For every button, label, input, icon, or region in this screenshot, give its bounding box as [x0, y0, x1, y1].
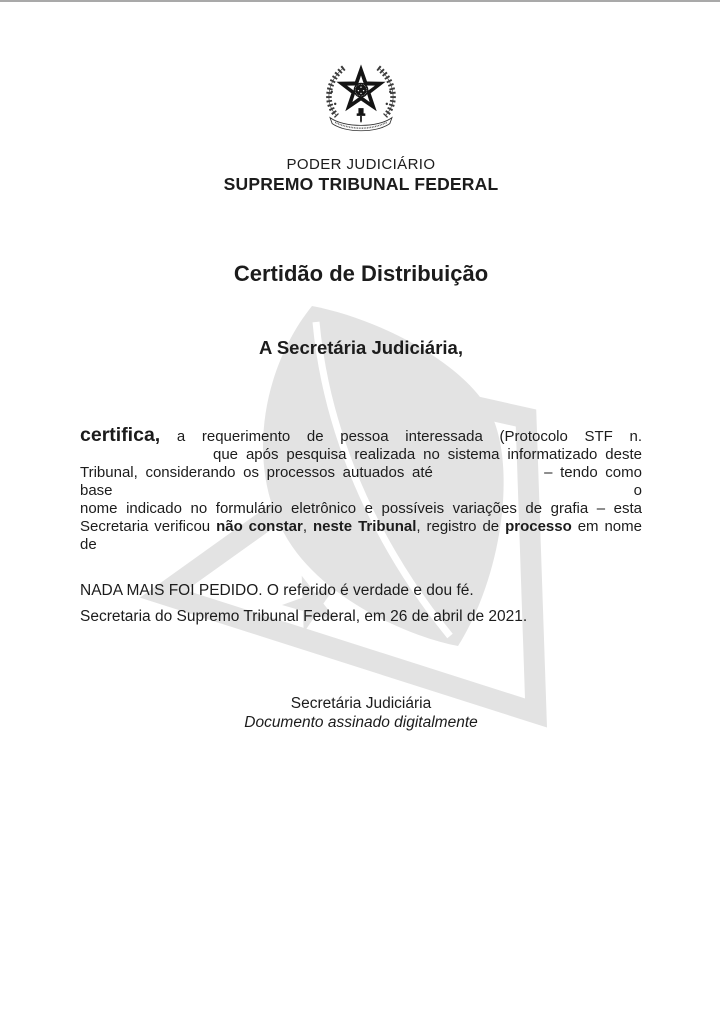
line5-seg: ,: [302, 518, 313, 535]
certify-word: certifica,: [80, 424, 161, 446]
paragraph-line-3: [80, 464, 642, 500]
issuing-office-date-line: Secretaria do Supremo Tribunal Federal, em 26 de abril de 2021.: [80, 608, 528, 625]
line5-seg: Secretaria verificou: [80, 518, 217, 535]
signature-role: Secretária Judiciária: [290, 695, 432, 712]
org-branch-label: PODER JUDICIÁRIO: [286, 156, 436, 173]
line5-seg-bold: processo: [505, 518, 572, 535]
salutation-line: A Secretária Judiciária,: [259, 337, 463, 358]
line5-seg: em nome de: [80, 518, 642, 553]
paragraph-line-1-text: a requerimento de pessoa interessada (Protocolo STF n.: [176, 428, 642, 445]
closing-statement: NADA MAIS FOI PEDIDO. O referido é verdade e dou fé.: [80, 582, 474, 599]
paragraph-line-1: [80, 426, 642, 446]
document-title: Certidão de Distribuição: [233, 261, 489, 286]
brazil-coat-of-arms-icon: [318, 51, 404, 143]
paragraph-line-4: nome indicado no formulário eletrônico e possíveis variações de grafia – esta: [80, 500, 642, 517]
line5-seg: , registro de: [416, 518, 506, 535]
paragraph-line-2: que após pesquisa realizada no sistema informatizado deste: [213, 446, 642, 463]
line5-seg-bold: neste Tribunal: [312, 518, 417, 535]
certification-paragraph: [80, 426, 642, 554]
line5-seg-bold: não constar: [216, 518, 303, 535]
paragraph-line-3-before: Tribunal, considerando os processos autuados até: [80, 464, 433, 481]
org-court-name: SUPREMO TRIBUNAL FEDERAL: [223, 174, 499, 194]
paragraph-line-3-after: – tendo como base o: [80, 464, 642, 499]
signature-block: [80, 694, 642, 732]
paragraph-line-5: [80, 518, 642, 554]
redacted-gap: [441, 476, 537, 477]
digital-signature-note: Documento assinado digitalmente: [244, 714, 478, 731]
